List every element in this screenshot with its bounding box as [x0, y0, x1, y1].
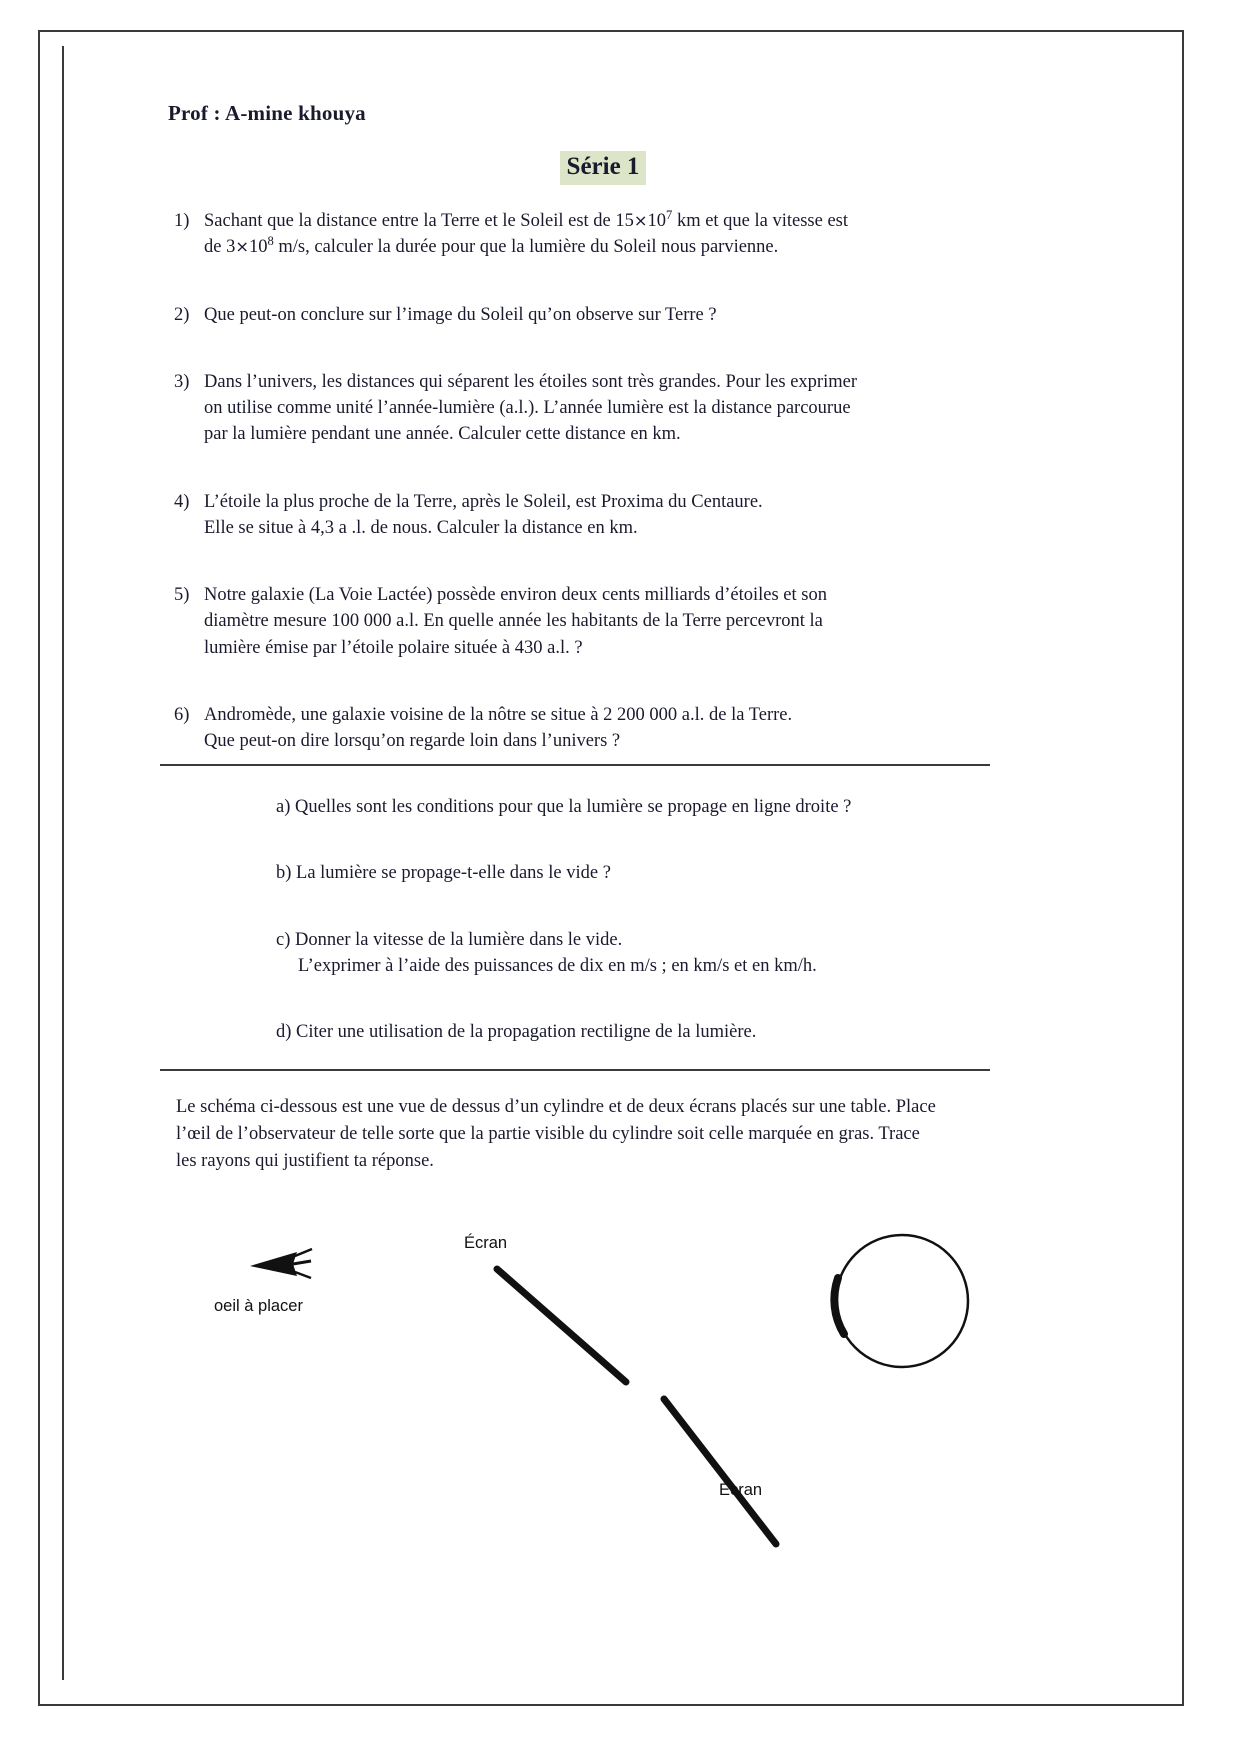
question-line: Dans l’univers, les distances qui séparent les étoiles sont très grandes. Pour les exprimer	[204, 371, 857, 392]
schema-instruction-line: l’œil de l’observateur de telle sorte que la partie visible du cylindre soit celle marquée en gras. Trace	[176, 1123, 920, 1144]
schema-instruction-line: Le schéma ci-dessous est une vue de dessus d’un cylindre et de deux écrans placés sur une table. Place	[176, 1097, 936, 1117]
question-item-2	[174, 302, 1034, 328]
exponent: 8	[267, 234, 274, 249]
question-text	[204, 369, 1034, 448]
title-row	[64, 151, 1142, 185]
question-line-part: Sachant que la distance entre la Terre et le Soleil est de 15	[204, 211, 634, 231]
question-line-part: de 3	[204, 237, 236, 258]
sub-question-a	[276, 794, 1036, 820]
section-divider-bottom	[160, 1069, 990, 1071]
question-item-4	[174, 489, 1034, 542]
question-line: de $3\times 10^8$ m/s, calculer la durée pour que la lumière du Soleil nous parvienne.	[204, 234, 779, 258]
schema-instruction-line: les rayons qui justifient ta réponse.	[176, 1150, 434, 1171]
sub-question-d	[276, 1019, 1036, 1045]
document-page	[38, 30, 1184, 1706]
question-number: 5)	[174, 585, 190, 606]
question-item-1	[174, 208, 1034, 261]
page-title: Série 1	[560, 151, 647, 185]
question-text	[204, 702, 1034, 755]
figure-label-oeil: oeil à placer	[214, 1297, 303, 1315]
question-item-6	[174, 702, 1034, 755]
schema-figure	[64, 1194, 1144, 1654]
question-number: 3)	[174, 371, 190, 392]
question-line: lumière émise par l’étoile polaire située à 430 a.l. ?	[204, 637, 583, 658]
screen-line-top	[497, 1269, 626, 1382]
figure-label-ecran-bottom: Écran	[719, 1481, 763, 1499]
question-text	[204, 208, 1034, 261]
question-line: L’étoile la plus proche de la Terre, après le Soleil, est Proxima du Centaure.	[204, 491, 763, 512]
question-line: Que peut-on conclure sur l’image du Soleil qu’on observe sur Terre ?	[204, 304, 717, 325]
question-line: Andromède, une galaxie voisine de la nôtre se situe à 2 200 000 a.l. de la Terre.	[204, 704, 793, 725]
question-list	[174, 208, 1034, 795]
section-divider-top	[160, 764, 990, 766]
cylinder-visible-arc	[834, 1278, 844, 1334]
question-line: par la lumière pendant une année. Calculer cette distance en km.	[204, 424, 681, 445]
sub-question-line: b) La lumière se propage-t-elle dans le vide ?	[276, 863, 611, 884]
question-line: diamètre mesure 100 000 a.l. En quelle année les habitants de la Terre percevront la	[204, 611, 823, 632]
sub-question-line: d) Citer une utilisation de la propagation rectiligne de la lumière.	[276, 1022, 757, 1043]
sub-question-line: L’exprimer à l’aide des puissances de dix en m/s ; en km/s et en km/h.	[298, 955, 817, 976]
sub-question-line: c) Donner la vitesse de la lumière dans le vide.	[276, 929, 623, 950]
document-content	[64, 46, 1142, 1680]
sub-question-list	[276, 794, 1036, 1085]
cylinder-circle	[836, 1235, 968, 1367]
question-line: Notre galaxie (La Voie Lactée) possède environ deux cents milliards d’étoiles et son	[204, 585, 827, 606]
screen-line-bottom	[664, 1399, 776, 1544]
question-number: 1)	[174, 211, 190, 231]
question-line: on utilise comme unité l’année-lumière (a.l.). L’année lumière est la distance parcourue	[204, 398, 851, 419]
multiplication-sign-icon: ×	[235, 237, 249, 257]
exponent: 7	[666, 207, 673, 222]
question-line: Sachant que la distance entre la Terre et le Soleil est de $15\times 10^7$ km et que la vitesse est	[204, 207, 849, 231]
question-number: 2)	[174, 304, 190, 325]
question-line: Elle se situe à 4,3 a .l. de nous. Calculer la distance en km.	[204, 517, 638, 538]
figure-drawing	[64, 1194, 1144, 1654]
question-text	[204, 582, 1034, 661]
sub-question-line: a) Quelles sont les conditions pour que la lumière se propage en ligne droite ?	[276, 797, 852, 817]
question-item-3	[174, 369, 1034, 448]
eye-marker-icon	[250, 1249, 312, 1278]
question-item-5	[174, 582, 1034, 661]
teacher-name: Prof : A-mine khouya	[168, 101, 366, 125]
figure-label-ecran-top: Écran	[464, 1234, 508, 1252]
question-line-part: m/s, calculer la durée pour que la lumière du Soleil nous parvienne.	[273, 237, 779, 258]
question-line: Que peut-on dire lorsqu’on regarde loin dans l’univers ?	[204, 731, 621, 752]
schema-instructions	[176, 1094, 1024, 1174]
page-inner-frame	[62, 46, 1142, 1680]
multiplication-sign-icon: ×	[633, 211, 648, 230]
question-line-part: km et que la vitesse est	[672, 211, 849, 231]
question-text	[204, 489, 1034, 542]
sub-question-b	[276, 860, 1036, 886]
sub-question-c	[276, 927, 1036, 980]
question-number: 6)	[174, 704, 190, 725]
question-number: 4)	[174, 491, 190, 512]
question-text	[204, 302, 1034, 328]
